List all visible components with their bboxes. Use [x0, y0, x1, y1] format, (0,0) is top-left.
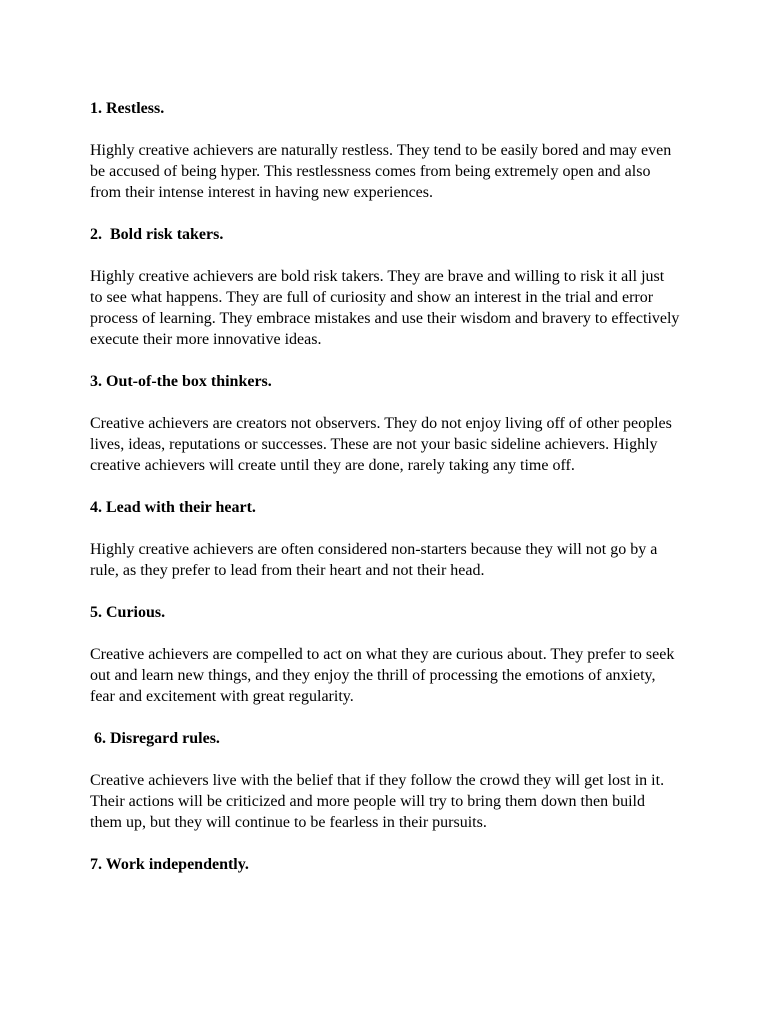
- section-heading-out-of-the-box: 3. Out-of-the box thinkers.: [90, 373, 272, 390]
- section-heading-work-independently: 7. Work independently.: [90, 856, 249, 873]
- section-body-lead-with-heart: Highly creative achievers are often considered non-starters because they will not go by a rule, as they prefer to lead from their heart and not their head.: [90, 541, 658, 579]
- document-content: [90, 98, 680, 896]
- section-heading-disregard-rules: 6. Disregard rules.: [90, 730, 220, 747]
- section-body-restless: Highly creative achievers are naturally restless. They tend to be easily bored and may even be accused of being hyper. This restlessness comes from being extremely open and also from their intense interest in having new experiences.: [90, 142, 672, 201]
- section-heading-curious: 5. Curious.: [90, 604, 166, 621]
- section-heading-bold-risk-takers: 2. Bold risk takers.: [90, 226, 224, 243]
- section-heading-restless: 1. Restless.: [90, 100, 165, 117]
- section-body-disregard-rules: Creative achievers live with the belief that if they follow the crowd they will get lost in it. Their actions will be criticized and more people will try to bring them down then build them up, but they will continue to be fearless in their pursuits.: [90, 772, 665, 831]
- section-body-bold-risk-takers: Highly creative achievers are bold risk takers. They are brave and willing to risk it all just to see what happens. They are full of curiosity and show an interest in the trial and error process of learning. They embrace mistakes and use their wisdom and bravery to effectively execute their more innovative ideas.: [90, 268, 680, 348]
- section-body-curious: Creative achievers are compelled to act on what they are curious about. They prefer to seek out and learn new things, and they enjoy the thrill of processing the emotions of anxiety, fear and excitement with great regularity.: [90, 646, 675, 705]
- section-heading-lead-with-heart: 4. Lead with their heart.: [90, 499, 256, 516]
- section-body-out-of-the-box: Creative achievers are creators not observers. They do not enjoy living off of other peoples lives, ideas, reputations or successes. These are not your basic sideline achievers. Highly creative achievers will create until they are done, rarely taking any time off.: [90, 415, 672, 474]
